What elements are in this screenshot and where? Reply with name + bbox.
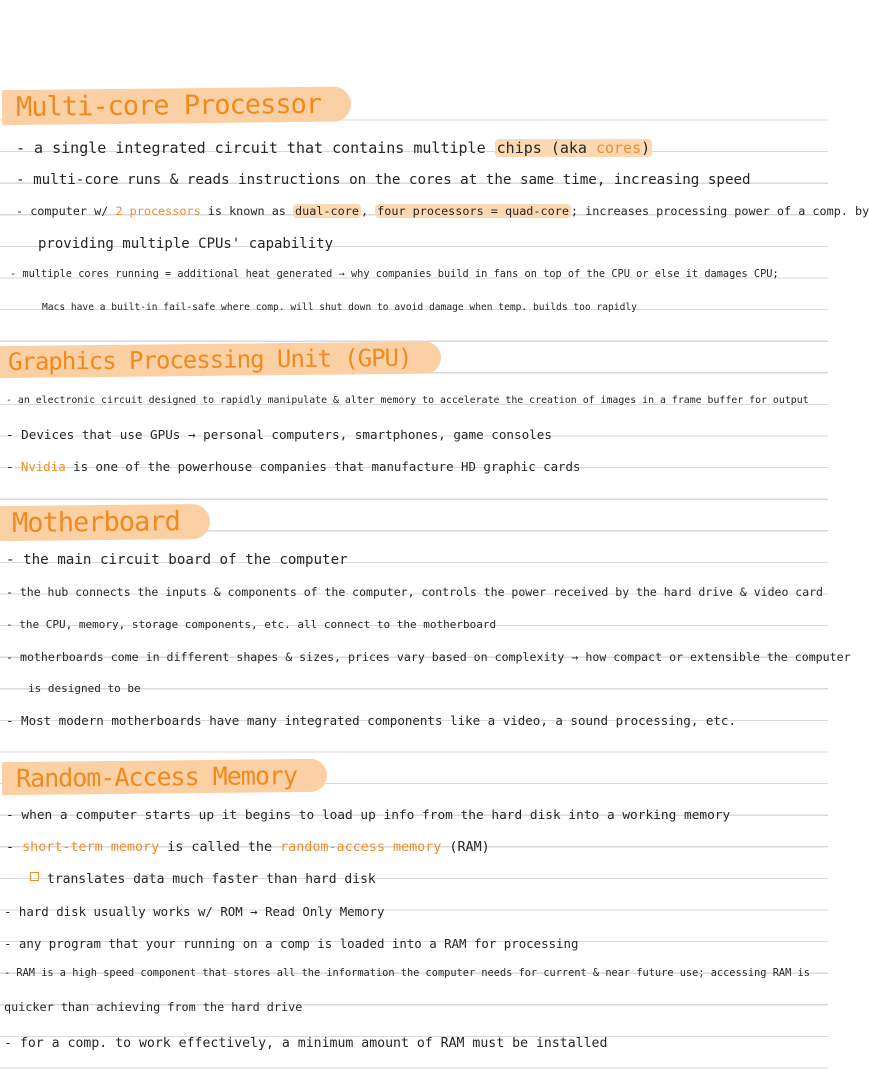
text: - any program that your running on a comp is loaded into a RAM for processing: [4, 936, 579, 951]
highlighted-text: [495, 139, 653, 157]
orange-text: cores: [595, 139, 642, 157]
text: providing multiple CPUs' capability: [38, 236, 334, 252]
heading-random-access-memory: [16, 759, 327, 795]
heading-text: Multi-core Processor: [15, 88, 322, 123]
note-line: [28, 682, 141, 695]
text: - Devices that use GPUs → personal computers, smartphones, game consoles: [6, 427, 552, 442]
square-bullet-icon: [30, 872, 39, 881]
text: ): [641, 139, 651, 157]
orange-text: random-access memory: [280, 840, 442, 855]
highlighted-text: dual-core: [295, 204, 359, 218]
text: - the main circuit board of the computer: [6, 552, 348, 568]
text: is one of the powerhouse companies that manufacture HD graphic cards: [65, 459, 581, 474]
note-line: [4, 967, 810, 979]
note-line: [30, 872, 376, 887]
text: translates data much faster than hard disk: [47, 872, 376, 887]
orange-text: short-term memory: [22, 840, 160, 855]
heading-highlight: [2, 86, 351, 125]
orange-text: Nvidia: [20, 459, 66, 474]
note-line: [6, 459, 580, 474]
text: - Most modern motherboards have many integrated components like a video, a sound processing, etc.: [6, 713, 736, 728]
text: -: [6, 840, 23, 855]
highlighted-text: four processors = quad-core: [377, 204, 569, 218]
text: - an electronic circuit designed to rapidly manipulate & alter memory to accelerate the creation of images in a frame buffer for output: [6, 395, 809, 406]
text: - computer w/: [16, 204, 116, 218]
text: chips (aka: [496, 139, 596, 157]
text: Macs have a built-in fail-safe where comp. will shut down to avoid damage when temp. builds too rapidly: [42, 302, 637, 313]
note-line: [4, 904, 384, 919]
heading-motherboard: [12, 504, 210, 541]
text: (RAM): [441, 840, 490, 855]
text: - multi-core runs & reads instructions on the cores at the same time, increasing speed: [16, 172, 751, 188]
text: - hard disk usually works w/ ROM → Read Only Memory: [4, 904, 385, 919]
note-line: [6, 552, 348, 568]
heading-multi-core-processor: [16, 86, 351, 125]
note-line: [16, 139, 652, 157]
note-line: [6, 585, 823, 599]
text: ,: [360, 204, 376, 218]
orange-text: 2 processors: [115, 204, 201, 218]
note-line: [10, 268, 779, 280]
note-line: [4, 1036, 607, 1051]
text: - the hub connects the inputs & components of the computer, controls the power received by the hard drive & video card: [6, 585, 823, 599]
text: -: [6, 459, 21, 474]
heading-text: Graphics Processing Unit (GPU): [7, 343, 412, 376]
heading-highlight: [2, 759, 327, 795]
heading-text: Motherboard: [11, 506, 180, 539]
text: is called the: [159, 840, 281, 855]
text: ; increases processing power of a comp. by: [570, 204, 869, 218]
text: - when a computer starts up it begins to load up info from the hard disk into a working memory: [6, 808, 731, 823]
note-line: [6, 650, 851, 664]
text: - the CPU, memory, storage components, etc. all connect to the motherboard: [6, 618, 497, 631]
note-line: [6, 395, 809, 406]
note-line: [38, 236, 333, 252]
note-line: [4, 1000, 302, 1014]
note-line: [6, 808, 730, 823]
note-line: [6, 713, 736, 728]
note-line: [16, 172, 751, 188]
heading-text: Random-Access Memory: [15, 761, 298, 793]
text: - a single integrated circuit that contains multiple: [16, 139, 495, 157]
text: - multiple cores running = additional heat generated → why companies build in fans on top of the CPU or else it damages CPU;: [10, 268, 779, 280]
note-line: [6, 618, 496, 631]
note-line: [42, 302, 637, 313]
heading-highlight: [0, 504, 210, 541]
note-line: [4, 936, 578, 951]
page-top-margin: [0, 0, 828, 90]
heading-graphics-processing-unit: [8, 341, 442, 378]
text: - RAM is a high speed component that stores all the information the computer needs for current & near future use; accessing RAM is: [4, 967, 810, 979]
text: quicker than achieving from the hard drive: [4, 1000, 303, 1014]
note-line: [6, 840, 490, 855]
text: is known as: [200, 204, 294, 218]
text: - motherboards come in different shapes & sizes, prices vary based on complexity → how compact or extensible the computer: [6, 650, 851, 664]
note-line: [16, 204, 869, 218]
note-line: [6, 427, 552, 442]
text: is designed to be: [28, 682, 141, 695]
heading-highlight: [0, 341, 442, 378]
text: - for a comp. to work effectively, a minimum amount of RAM must be installed: [4, 1036, 608, 1051]
